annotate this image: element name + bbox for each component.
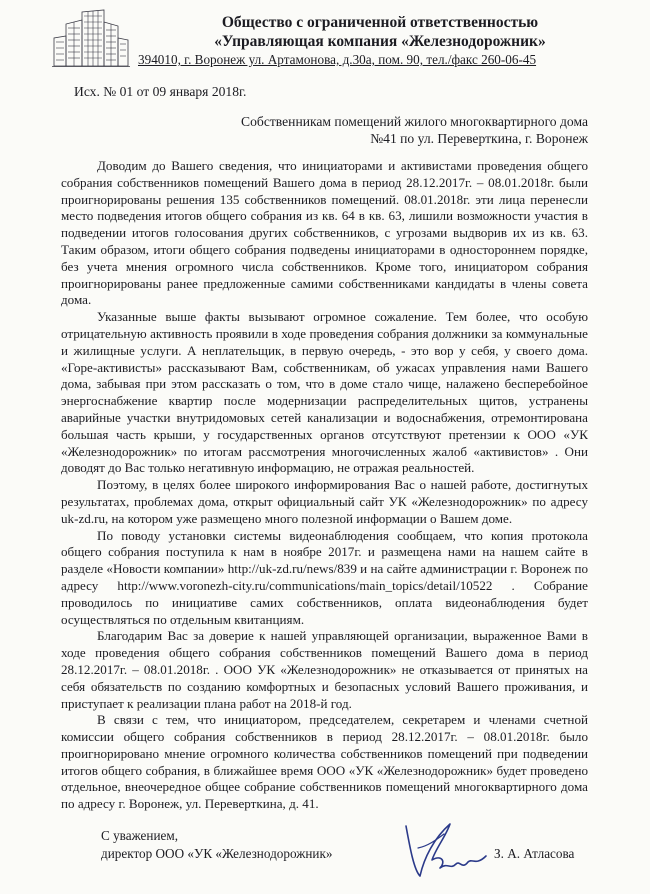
paragraph: В связи с тем, что инициатором, председателем, секретарем и членами счетной комиссии общего собрания собственников в период 28.12.2017г. – 08.01.2018г. было проигнорировано мнение огромного количества собственников помещений при подведении итогов общего собрания, в ближайшее время ООО «УК «Железнодорожник» будет проведено отдельное, внеочередное общее собрание собственников помещений многоквартирного дома по адресу г. Воронеж, ул. Переверткина, д. 41. — [61, 712, 588, 812]
recipient-line1: Собственникам помещений жилого многоквартирного дома — [241, 114, 588, 129]
closing-block — [101, 827, 332, 863]
recipient-line2: №41 по ул. Переверткина, г. Воронеж — [370, 131, 588, 146]
organization-address: 394010, г. Воронеж ул. Артамонова, д.30а, пом. 90, тел./факс 260-06-45 — [138, 52, 537, 67]
apartment-building-icon — [52, 8, 130, 68]
paragraph: По поводу установки системы видеонаблюдения сообщаем, что копия протокола общего собрания поступила к нам в ноябре 2017г. и размещена нами на нашем сайте в разделе «Новости компании» http://uk-zd.ru/news/839 и на сайте администрации г. Воронеж по адресу http://www.voronezh-city.ru/communications/main_topics/detail/10522 . Собрание проводилось по инициативе самих собственников, оплата видеонаблюдения будет осуществляться по отдельным квитанциям. — [61, 527, 588, 627]
closing-greeting: С уважением, — [101, 828, 178, 843]
outgoing-reference: Исх. № 01 от 09 января 2018г. — [74, 84, 247, 99]
recipient-block — [220, 113, 588, 147]
organization-name-line2: «Управляющая компания «Железнодорожник» — [214, 33, 546, 50]
signer-position: директор ООО «УК «Железнодорожник» — [101, 846, 333, 861]
paragraph: Благодарим Вас за доверие к нашей управляющей организации, выраженное Вами в ходе проведения общего собрания собственников помещений Вашего дома в период 28.12.2017г. – 08.01.2018г. . ООО УК «Железнодорожник» не отказывается от принятых на себя обязательств по созданию комфортных и безопасных условий Вашего проживания, и приступает к реализации плана работ на 2018-й год. — [61, 628, 588, 711]
paragraph: Доводим до Вашего сведения, что инициаторами и активистами проведения общего собрания собственников помещений Вашего дома в период 28.12.2017г. – 08.01.2018г. были проигнорированы решения 135 собственников помещений. 08.01.2018г. эти лица перенесли место подведения итогов общего собрания из кв. 64 в кв. 63, лишили возможности участия в подведении итогов голосования других собственников, с угрозами выдворив их из кв. 63. Таким образом, итоги общего собрания подведены инициаторами в одностороннем порядке, без учета мнения огромного числа собственников. Кроме того, инициатором собрания проигнорированы ранее предложенные самими собственниками кандидаты в члены совета дома. — [61, 158, 588, 308]
organization-name-line1: Общество с ограниченной ответственностью — [221, 14, 539, 31]
signer-name: З. А. Атласова — [494, 846, 575, 861]
letter-body — [61, 158, 588, 813]
paragraph: Поэтому, в целях более широкого информирования Вас о нашей работе, достигнутых результатах, проблемах дома, открыт официальный сайт УК «Железнодорожник» по адресу uk-zd.ru, на котором уже размещено много полезной информации о Вашем доме. — [61, 477, 588, 526]
handwritten-signature-icon — [388, 818, 488, 880]
paragraph: Указанные выше факты вызывают огромное сожаление. Тем более, что особую отрицательную активность проявили в ходе проведения собрания должники за коммунальные и жилищные услуги. А неплательщик, в первую очередь, - это вор у себя, у своего дома. «Горе-активисты» рассказывают Вам, собственникам, об ужасах управления нами Вашего дома, забывая при этом рассказать о том, что в доме стало чище, налажено бесперебойное энергоснабжение квартир после модернизации распределительных щитов, устранены аварийные участки внутридомовых сетей канализации и водоснабжения, отремонтирована большая часть крыши, у государственных органов отсутствуют претензии к ООО «УК «Железнодорожник» по итогам рассмотрения многочисленных жалоб «активистов» . Они доводят до Вас только негативную информацию, не отражая реальностей. — [61, 309, 588, 476]
